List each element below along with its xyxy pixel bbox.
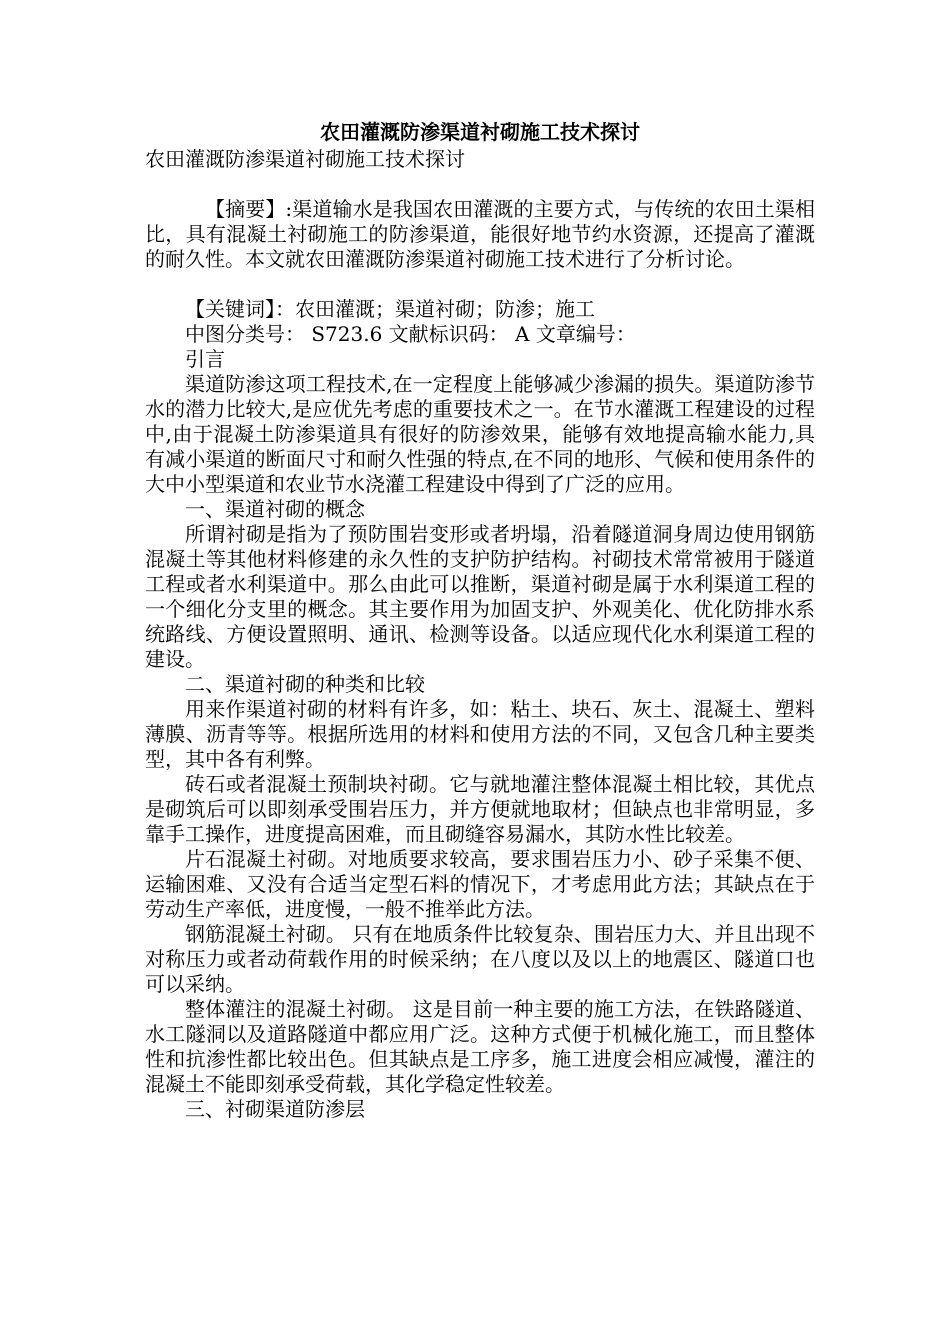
paragraph-5: 钢筋混凝土衬砌。 只有在地质条件比较复杂、围岩压力大、并且出现不对称压力或者动荷载作用的时候采纳；在八度以及以上的地震区、隧道口也可以采纳。: [145, 922, 815, 996]
paragraph-1: 所谓衬砌是指为了预防围岩变形或者坍塌，沿着隧道洞身周边使用钢筋混凝土等其他材料修建的永久性的支护防护结构。衬砌技术常常被用于隧道工程或者水利渠道中。那么由此可以推断，渠道衬砌是属于水利渠道工程的一个细化分支里的概念。其主要作用为加固支护、外观美化、优化防排水系统路线、方便设置照明、通讯、检测等设备。以适应现代化水利渠道工程的建设。: [145, 522, 815, 671]
spacer: [145, 172, 815, 197]
document-title: 农田灌溉防渗渠道衬砌施工技术探讨: [320, 120, 640, 144]
document-subtitle: 农田灌溉防渗渠道衬砌施工技术探讨: [145, 147, 465, 171]
paragraph-3: 砖石或者混凝土预制块衬砌。它与就地灌注整体混凝土相比较，其优点是砌筑后可以即刻承受围岩压力，并方便就地取材；但缺点也非常明显，多靠手工操作，进度提高困难，而且砌缝容易漏水，其防水性比较差。: [145, 772, 815, 846]
abstract-paragraph: 【摘要】:渠道输水是我国农田灌溉的主要方式，与传统的农田土渠相比，具有混凝土衬砌施工的防渗渠道，能很好地节约水资源，还提高了灌溉的耐久性。本文就农田灌溉防渗渠道衬砌施工技术进行了分析讨论。: [145, 197, 815, 271]
paragraph-6: 整体灌注的混凝土衬砌。 这是目前一种主要的施工方法，在铁路隧道、水工隧洞以及道路隧道中都应用广泛。这种方式便于机械化施工，而且整体性和抗渗性都比较出色。但其缺点是工序多，施工进度会相应减慢，灌注的混凝土不能即刻承受荷载，其化学稳定性较差。: [145, 997, 815, 1096]
classification-line: 中图分类号： S723.6 文献标识码： A 文章编号：: [185, 322, 636, 346]
spacer: [145, 272, 815, 297]
paragraph-4: 片石混凝土衬砌。对地质要求较高，要求围岩压力小、砂子采集不便、运输困难、又没有合适当定型石料的情况下，才考虑用此方法；其缺点在于劳动生产率低，进度慢，一般不推举此方法。: [145, 847, 815, 921]
paragraph-2: 用来作渠道衬砌的材料有许多，如：粘土、块石、灰土、混凝土、塑料薄膜、沥青等等。根据所选用的材料和使用方法的不同，又包含几种主要类型，其中各有利弊。: [145, 697, 815, 771]
intro-paragraph: 渠道防渗这项工程技术,在一定程度上能够减少渗漏的损失。渠道防渗节水的潜力比较大,是应优先考虑的重要技术之一。在节水灌溉工程建设的过程中,由于混凝土防渗渠道具有很好的防渗效果，能够有效地提高输水能力,具有减小渠道的断面尺寸和耐久性强的特点,在不同的地形、气候和使用条件的大中小型渠道和农业节水浇灌工程建设中得到了广泛的应用。: [145, 372, 815, 496]
keywords-line: 【关键词】：农田灌溉；渠道衬砌；防渗；施工: [185, 297, 595, 321]
document-page: [145, 120, 815, 1122]
section-heading-3: 三、衬砌渠道防渗层: [185, 1097, 365, 1121]
section-heading-2: 二、渠道衬砌的种类和比较: [185, 672, 425, 696]
intro-heading: 引言: [185, 347, 225, 371]
section-heading-1: 一、渠道衬砌的概念: [185, 497, 365, 521]
